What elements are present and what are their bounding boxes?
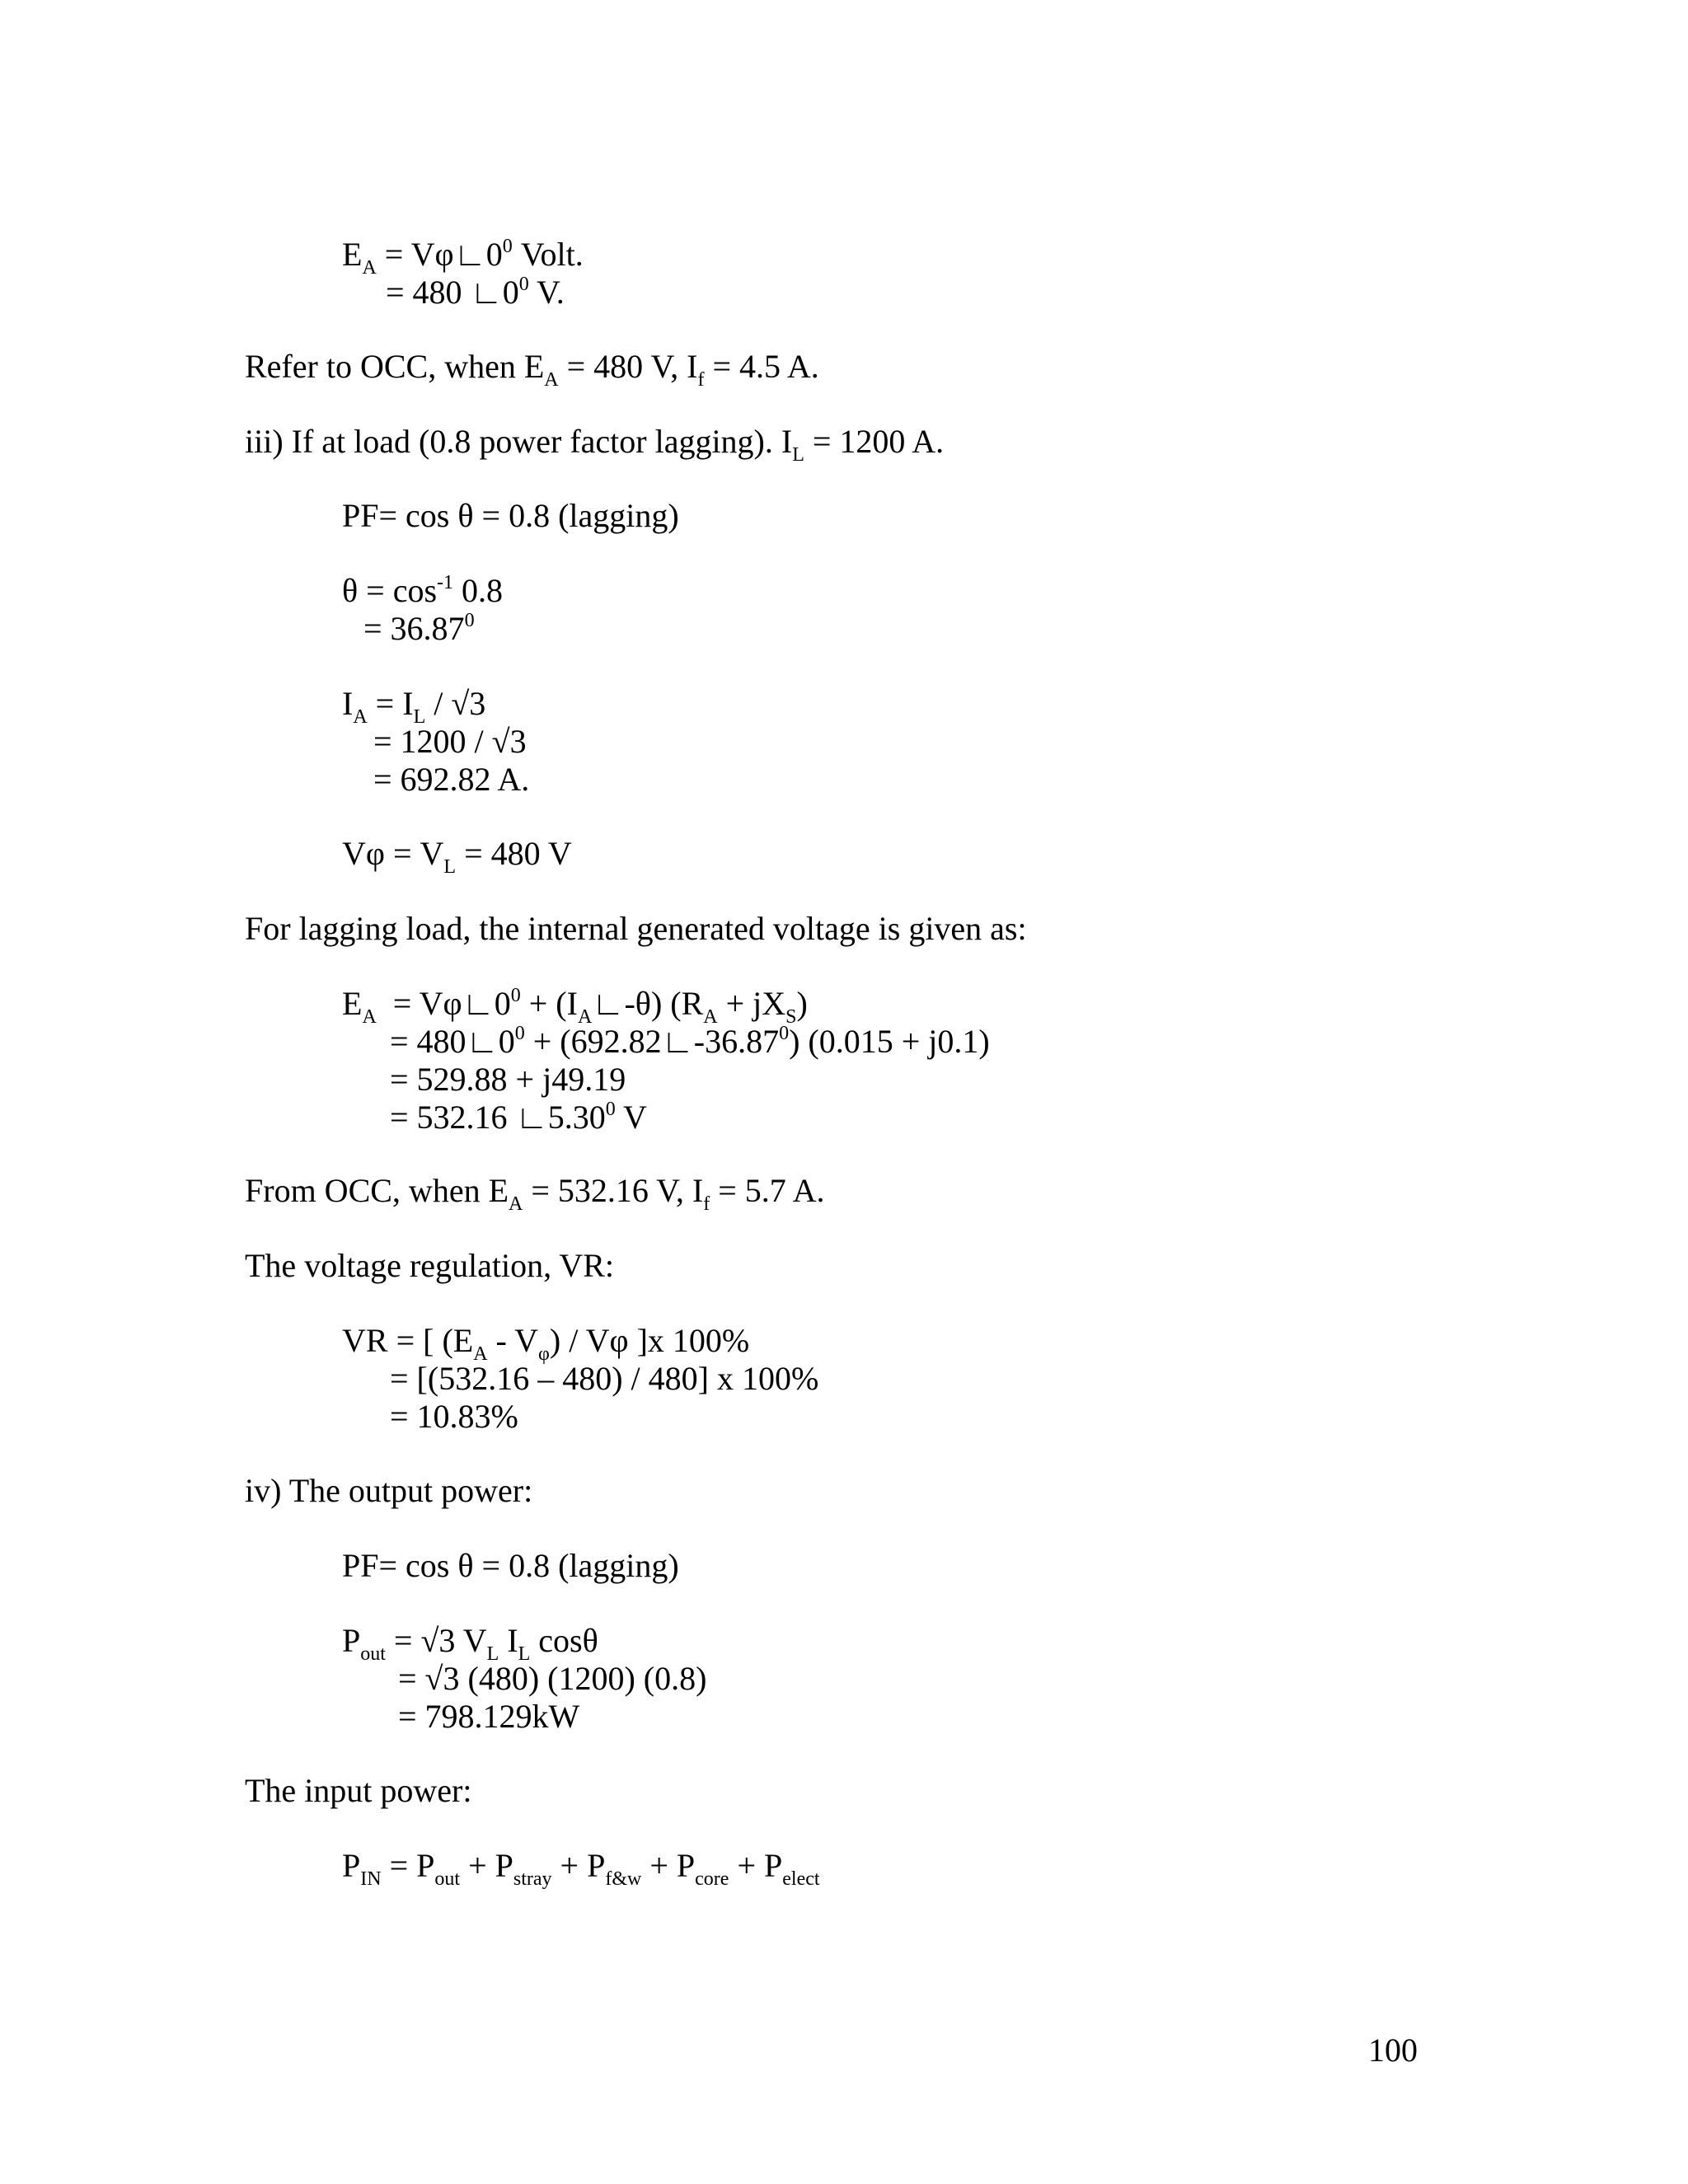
subscript: L [486,1643,499,1665]
vr-line-1 [342,1322,750,1365]
section-iv-heading: iv) The output power: [245,1472,533,1509]
vphi-line [342,835,572,878]
page-number: 100 [1368,2032,1418,2069]
ea-definition-line-1 [342,236,584,279]
text: = 480 V [456,835,572,872]
text: I [499,1622,518,1659]
section-iii-heading [245,423,945,466]
text: = 480∟0 [390,1023,515,1060]
text: + (692.82∟-36.87 [524,1023,780,1060]
ea-calc-line-1 [342,985,808,1028]
theta-line-1 [342,572,503,610]
text: ) (0.015 + j0.1) [789,1023,990,1060]
text: VR = [ (E [342,1322,474,1359]
text: = I [367,685,414,722]
ia-line-3: = 692.82 A. [373,761,530,798]
text: - V [487,1322,539,1359]
text: + (I [520,985,578,1022]
vr-line-2: = [(532.16 – 480) / 480] x 100% [390,1360,819,1397]
text: I [342,685,354,722]
text: P [342,1622,361,1659]
subscript: out [360,1643,386,1665]
pout-line-3: = 798.129kW [398,1698,580,1735]
superscript: 0 [605,1099,616,1120]
text: = 5.7 A. [710,1172,825,1209]
superscript: 0 [464,610,475,631]
text: = Vφ∟0 [376,236,503,273]
subscript: stray [513,1868,552,1890]
subscript: L [413,706,426,728]
subscript: f [703,1193,710,1215]
power-factor-line-2: PF= cos θ = 0.8 (lagging) [342,1547,679,1584]
text: E [342,236,363,273]
text: = P [381,1847,435,1884]
text: Vφ = V [342,835,444,872]
text: = 480 ∟0 [386,274,519,311]
subscript: L [443,856,457,878]
text: iii) If at load (0.8 power factor lagging). I [245,423,793,460]
ea-calc-line-2 [390,1023,990,1061]
text: + P [641,1847,696,1884]
text: ∟-θ) (R [592,985,704,1022]
text: Volt. [512,236,584,273]
text: / √3 [425,685,486,722]
pout-line-1 [342,1622,598,1665]
vr-line-3: = 10.83% [390,1398,518,1435]
pin-line [342,1847,820,1890]
text: 0.8 [453,572,504,609]
subscript: out [434,1868,461,1890]
text: = 1200 A. [804,423,945,460]
subscript: f&w [605,1868,642,1890]
superscript: 0 [510,985,521,1006]
input-power-text: The input power: [245,1772,472,1809]
ea-calc-line-4 [390,1099,647,1137]
ea-calc-line-3: = 529.88 + j49.19 [390,1061,626,1098]
subscript: A [703,1006,718,1028]
text: Refer to OCC, when E [245,348,545,385]
subscript: A [544,369,559,391]
text: = 480 V, I [558,348,698,385]
superscript: 0 [518,274,529,295]
subscript: L [518,1643,531,1665]
superscript: 0 [514,1023,525,1044]
ia-line-2: = 1200 / √3 [373,723,527,760]
subscript: A [362,257,377,279]
text: ) / Vφ ]x 100% [549,1322,750,1359]
subscript: A [577,1006,593,1028]
text: V. [528,274,565,311]
subscript: A [509,1193,523,1215]
ea-definition-line-2 [386,274,565,312]
pout-line-2: = √3 (480) (1200) (0.8) [398,1660,707,1697]
text: From OCC, when E [245,1172,509,1209]
occ-result-line [245,1172,825,1215]
text: E [342,985,363,1022]
subscript: A [353,706,368,728]
subscript: S [785,1006,797,1028]
subscript: IN [360,1868,382,1890]
text: = Vφ∟0 [376,985,511,1022]
text: V [615,1099,647,1136]
text: = 4.5 A. [704,348,819,385]
subscript: L [792,444,804,466]
text: θ = cos [342,572,438,609]
subscript: A [473,1343,488,1365]
subscript: f [697,369,705,391]
text: + jX [717,985,786,1022]
theta-line-2 [363,610,475,648]
text: = 36.87 [363,610,465,647]
subscript: elect [782,1868,820,1890]
subscript: φ [538,1343,550,1365]
text: + P [729,1847,783,1884]
text: + P [551,1847,606,1884]
text: cosθ [530,1622,598,1659]
text: P [342,1847,361,1884]
occ-reference-line [245,348,819,391]
text: = √3 V [385,1622,487,1659]
power-factor-line: PF= cos θ = 0.8 (lagging) [342,497,679,534]
superscript: 0 [779,1023,790,1044]
subscript: A [362,1006,377,1028]
text: = 532.16 V, I [523,1172,704,1209]
text: ) [796,985,808,1022]
text: = 532.16 ∟5.30 [390,1099,606,1136]
lagging-load-text: For lagging load, the internal generated voltage is given as: [245,910,1027,947]
ia-line-1 [342,685,486,728]
subscript: core [695,1868,729,1890]
superscript: 0 [502,236,513,257]
text: + P [460,1847,513,1884]
superscript: -1 [437,572,454,593]
voltage-regulation-text: The voltage regulation, VR: [245,1247,615,1284]
